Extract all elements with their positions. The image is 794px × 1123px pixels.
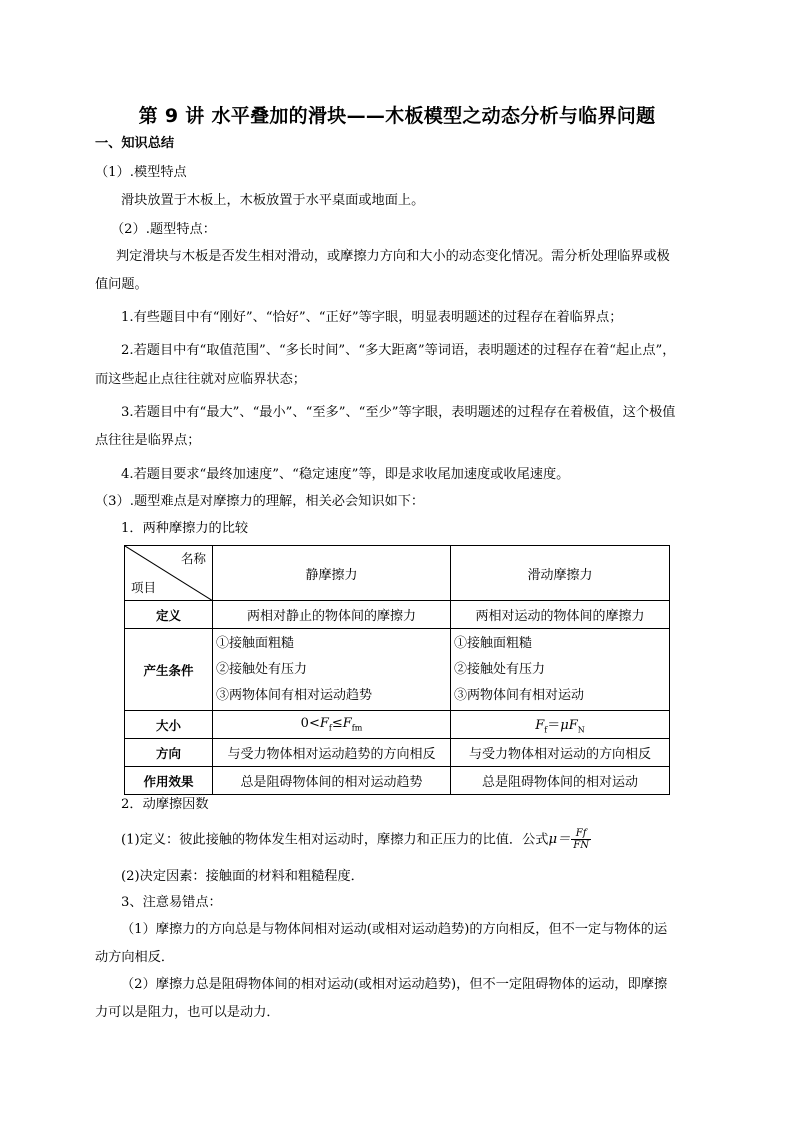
section-heading: 一、知识总结 [95, 136, 175, 151]
formula-subscript: N [577, 725, 585, 735]
paragraph-text: （1）摩擦力的方向总是与物体间相对运动(或相对运动趋势)的方向相反，但不一定与物体的运 [121, 922, 668, 937]
table-row [125, 767, 670, 795]
subsection-heading: 3、注意易错点： [121, 895, 222, 910]
friction-comparison-table [124, 545, 670, 795]
table-cell: 总是阻碍物体间的相对运动趋势 [213, 767, 451, 795]
list-item: 2.若题目中有“取值范围”、“多长时间”、“多大距离”等词语，表明题述的过程存在着“起止点”， [121, 343, 676, 358]
formula-symbol: F [319, 716, 329, 732]
paragraph-text: （2）摩擦力总是阻碍物体间的相对运动(或相对运动趋势)，但不一定阻碍物体的运动，即摩擦 [121, 977, 668, 992]
row-label-direction: 方向 [125, 739, 213, 767]
list-item: 4.若题目要求“最终加速度”、“稳定速度”等，即是求收尾加速度或收尾速度。 [121, 467, 570, 482]
paragraph-text: 判定滑块与木板是否发生相对滑动，或摩擦力方向和大小的动态变化情况。需分析处理临界或极 [116, 249, 670, 264]
condition-line: ③两物体间有相对运动 [454, 687, 585, 703]
table-cell: 两相对静止的物体间的摩擦力 [213, 601, 451, 629]
table-cell [451, 629, 670, 711]
list-item: 而这些起止点往往就对应临界状态； [95, 372, 306, 387]
list-item: 3.若题目中有“最大”、“最小”、“至多”、“至少”等字眼，表明题述的过程存在着极值，这个极值 [121, 405, 676, 420]
table-cell: 总是阻碍物体间的相对运动 [451, 767, 670, 795]
table-cell [451, 711, 670, 739]
page-title: 第 9 讲 水平叠加的滑块——木板模型之动态分析与临界问题 [138, 105, 656, 127]
table-cell [213, 711, 451, 739]
subsection-heading: 1．两种摩擦力的比较 [121, 521, 249, 536]
row-label-definition: 定义 [125, 601, 213, 629]
condition-line: ②接触处有压力 [216, 661, 308, 677]
formula-text: ≤ [331, 716, 343, 732]
row-label-magnitude: 大小 [125, 711, 213, 739]
table-row [125, 711, 670, 739]
table-header-row [125, 546, 670, 601]
column-header-kinetic: 滑动摩擦力 [451, 546, 670, 601]
column-header-static: 静摩擦力 [213, 546, 451, 601]
list-item: 1.有些题目中有“刚好”、“恰好”、“正好”等字眼，明显表明题述的过程存在着临界点； [121, 310, 623, 325]
fraction-denominator: FN [573, 840, 589, 851]
definition-text: (1)定义：彼此接触的物体发生相对运动时，摩擦力和正压力的比值．公式 [121, 832, 549, 848]
fraction [571, 828, 591, 851]
corner-item-label: 项目 [131, 580, 157, 595]
table-row [125, 739, 670, 767]
table-row [125, 629, 670, 711]
list-item: 点往往是临界点； [95, 433, 201, 448]
formula-symbol: μF [560, 718, 578, 734]
formula-text: 0< [300, 716, 320, 732]
table-cell [213, 629, 451, 711]
table-cell: 与受力物体相对运动的方向相反 [451, 739, 670, 767]
paragraph-text: (2)决定因素：接触面的材料和粗糙程度． [121, 869, 364, 884]
mu-symbol: μ＝ [548, 832, 571, 847]
paragraph-text: 滑块放置于木板上，木板放置于水平桌面或地面上。 [121, 193, 425, 208]
condition-line: ①接触面粗糙 [454, 635, 533, 651]
condition-line: ①接触面粗糙 [216, 635, 295, 651]
formula-symbol: F [342, 716, 352, 732]
subsection-heading: 2．动摩擦因数 [121, 797, 209, 812]
table-row [125, 601, 670, 629]
formula-subscript: fm [351, 723, 363, 733]
paragraph-heading: （2）.题型特点： [111, 222, 216, 237]
formula-subscript: f [544, 725, 548, 735]
paragraph-text: 动方向相反． [95, 950, 175, 965]
table-corner-cell [125, 546, 213, 601]
formula-text: ＝ [547, 718, 561, 734]
paragraph-text: 值问题。 [95, 277, 148, 292]
corner-name-label: 名称 [180, 551, 206, 566]
formula-symbol: F [535, 718, 545, 734]
definition-line [121, 822, 591, 859]
row-label-condition: 产生条件 [125, 629, 213, 711]
table-cell: 两相对运动的物体间的摩擦力 [451, 601, 670, 629]
paragraph-text: 力可以是阻力，也可以是动力． [95, 1005, 280, 1020]
row-label-effect: 作用效果 [125, 767, 213, 795]
paragraph-heading: （3）.题型难点是对摩擦力的理解，相关必会知识如下： [95, 494, 425, 509]
mu-formula [549, 822, 591, 858]
fraction-numerator: Ff [571, 828, 591, 840]
condition-line: ②接触处有压力 [454, 661, 546, 677]
condition-line: ③两物体间有相对运动趋势 [216, 687, 373, 703]
formula-subscript: f [328, 723, 332, 733]
paragraph-heading: （1）.模型特点 [95, 165, 187, 180]
table-cell: 与受力物体相对运动趋势的方向相反 [213, 739, 451, 767]
